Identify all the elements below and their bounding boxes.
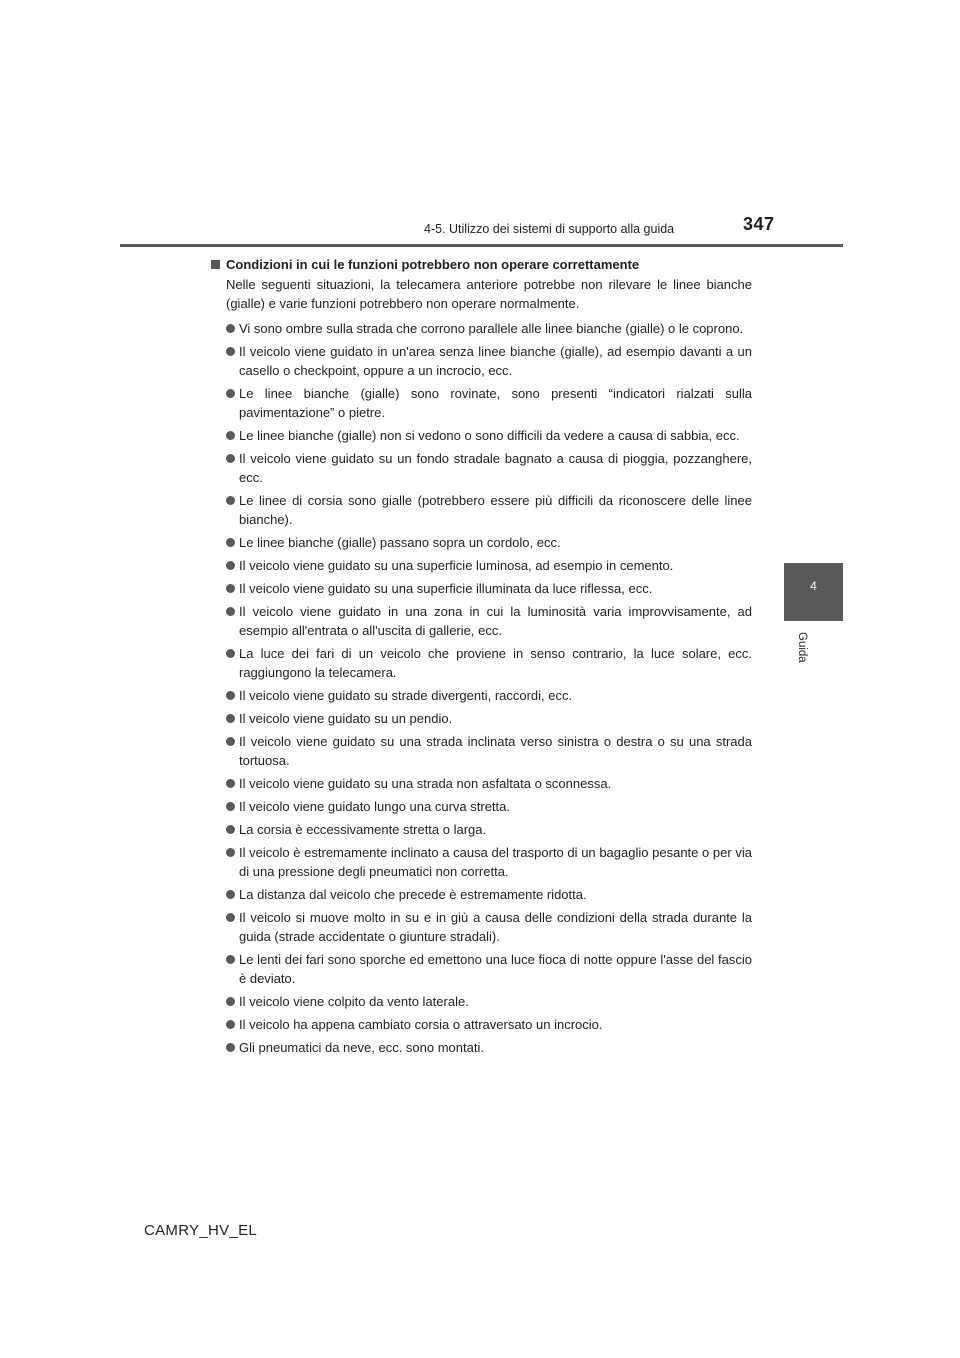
list-item (211, 319, 752, 338)
bullet-dot-icon (226, 802, 235, 811)
list-item-text: Il veicolo viene guidato lungo una curva stretta. (239, 799, 511, 814)
list-item (211, 384, 752, 422)
bullet-dot-icon (226, 431, 235, 440)
list-item (211, 533, 752, 552)
bullet-dot-icon (226, 1043, 235, 1052)
list-item (211, 556, 752, 575)
list-item (211, 992, 752, 1011)
list-item (211, 885, 752, 904)
bullet-dot-icon (226, 779, 235, 788)
list-item (211, 709, 752, 728)
list-item-text: Il veicolo viene guidato su una superficie luminosa, ad esempio in cemento. (239, 558, 674, 573)
list-item (211, 950, 752, 988)
list-item (211, 732, 752, 770)
list-item (211, 774, 752, 793)
chapter-tab-label: Guida (796, 632, 808, 663)
bullet-dot-icon (226, 347, 235, 356)
chapter-tab (784, 563, 843, 621)
bullet-dot-icon (226, 714, 235, 723)
section-intro: Nelle seguenti situazioni, la telecamera anteriore potrebbe non rilevare le linee bianche (gialle) e varie funzioni potrebbero non operare normalmente. (226, 277, 752, 311)
bullet-dot-icon (226, 825, 235, 834)
bullet-dot-icon (226, 561, 235, 570)
list-item (211, 602, 752, 640)
list-item-text: Le linee bianche (gialle) sono rovinate, sono presenti “indicatori rialzati sulla pavimentazione” o pietre. (239, 386, 752, 420)
list-item-text: Il veicolo si muove molto in su e in giù a causa delle condizioni della strada durante la guida (strade accidentate o giunture stradali). (239, 910, 752, 944)
bullet-dot-icon (226, 649, 235, 658)
document-code: CAMRY_HV_EL (144, 1222, 258, 1239)
list-item-text: Gli pneumatici da neve, ecc. sono montati. (239, 1040, 484, 1055)
list-item (211, 908, 752, 946)
list-item-text: Il veicolo viene guidato in un'area senza linee bianche (gialle), ad esempio davanti a un casello o checkpoint, oppure a un incrocio, ecc. (239, 344, 752, 378)
header-section-title: 4-5. Utilizzo dei sistemi di supporto alla guida (424, 222, 675, 236)
page-number: 347 (743, 214, 775, 234)
bullet-dot-icon (226, 389, 235, 398)
bullet-dot-icon (226, 890, 235, 899)
list-item (211, 1038, 752, 1057)
list-item-text: Vi sono ombre sulla strada che corrono parallele alle linee bianche (gialle) o le coprono. (239, 321, 744, 336)
list-item-text: Le linee bianche (gialle) non si vedono o sono difficili da vedere a causa di sabbia, ecc. (239, 428, 740, 443)
list-item-text: Il veicolo viene guidato su strade divergenti, raccordi, ecc. (239, 688, 573, 703)
list-item (211, 426, 752, 445)
bullet-dot-icon (226, 324, 235, 333)
bullet-dot-icon (226, 584, 235, 593)
list-item-text: Le linee di corsia sono gialle (potrebbero essere più difficili da riconoscere delle linee bianche). (239, 493, 752, 527)
list-item (211, 820, 752, 839)
bullet-dot-icon (226, 1020, 235, 1029)
list-item-text: Il veicolo è estremamente inclinato a causa del trasporto di un bagaglio pesante o per via di una pressione degli pneumatici non corretta. (239, 845, 752, 879)
list-item (211, 342, 752, 380)
bullet-dot-icon (226, 538, 235, 547)
list-item-text: Il veicolo viene guidato in una zona in cui la luminosità varia improvvisamente, ad esempio all'entrata o all'uscita di gallerie, ecc. (239, 604, 752, 638)
bullet-dot-icon (226, 913, 235, 922)
section-heading (211, 255, 752, 274)
list-item-text: Il veicolo viene guidato su un pendio. (239, 711, 453, 726)
list-item-text: La distanza dal veicolo che precede è estremamente ridotta. (239, 887, 587, 902)
bullet-dot-icon (226, 848, 235, 857)
list-item-text: Il veicolo viene guidato su una superficie illuminata da luce riflessa, ecc. (239, 581, 653, 596)
list-item-text: Le lenti dei fari sono sporche ed emettono una luce fioca di notte oppure l'asse del fascio è deviato. (239, 952, 752, 986)
header-divider (120, 244, 843, 247)
bullet-dot-icon (226, 454, 235, 463)
bullet-dot-icon (226, 691, 235, 700)
list-item (211, 449, 752, 487)
list-item (211, 491, 752, 529)
condition-list (211, 319, 752, 1057)
list-item (211, 1015, 752, 1034)
list-item-text: Il veicolo viene guidato su una strada inclinata verso sinistra o destra o su una strada tortuosa. (239, 734, 752, 768)
section-content (211, 255, 752, 1061)
list-item-text: Le linee bianche (gialle) passano sopra un cordolo, ecc. (239, 535, 561, 550)
list-item (211, 644, 752, 682)
list-item (211, 579, 752, 598)
bullet-dot-icon (226, 997, 235, 1006)
list-item (211, 797, 752, 816)
bullet-dot-icon (226, 607, 235, 616)
list-item-text: La luce dei fari di un veicolo che proviene in senso contrario, la luce solare, ecc. raggiungono la telecamera. (239, 646, 752, 680)
bullet-dot-icon (226, 737, 235, 746)
list-item (211, 686, 752, 705)
list-item-text: Il veicolo viene colpito da vento laterale. (239, 994, 469, 1009)
chapter-tab-number: 4 (810, 579, 817, 593)
list-item-text: La corsia è eccessivamente stretta o larga. (239, 822, 487, 837)
list-item-text: Il veicolo viene guidato su una strada non asfaltata o sconnessa. (239, 776, 612, 791)
square-bullet-icon (211, 260, 220, 269)
list-item-text: Il veicolo ha appena cambiato corsia o attraversato un incrocio. (239, 1017, 603, 1032)
bullet-dot-icon (226, 496, 235, 505)
bullet-dot-icon (226, 955, 235, 964)
list-item (211, 843, 752, 881)
section-heading-text: Condizioni in cui le funzioni potrebbero non operare correttamente (226, 257, 640, 272)
list-item-text: Il veicolo viene guidato su un fondo stradale bagnato a causa di pioggia, pozzanghere, ecc. (239, 451, 752, 485)
